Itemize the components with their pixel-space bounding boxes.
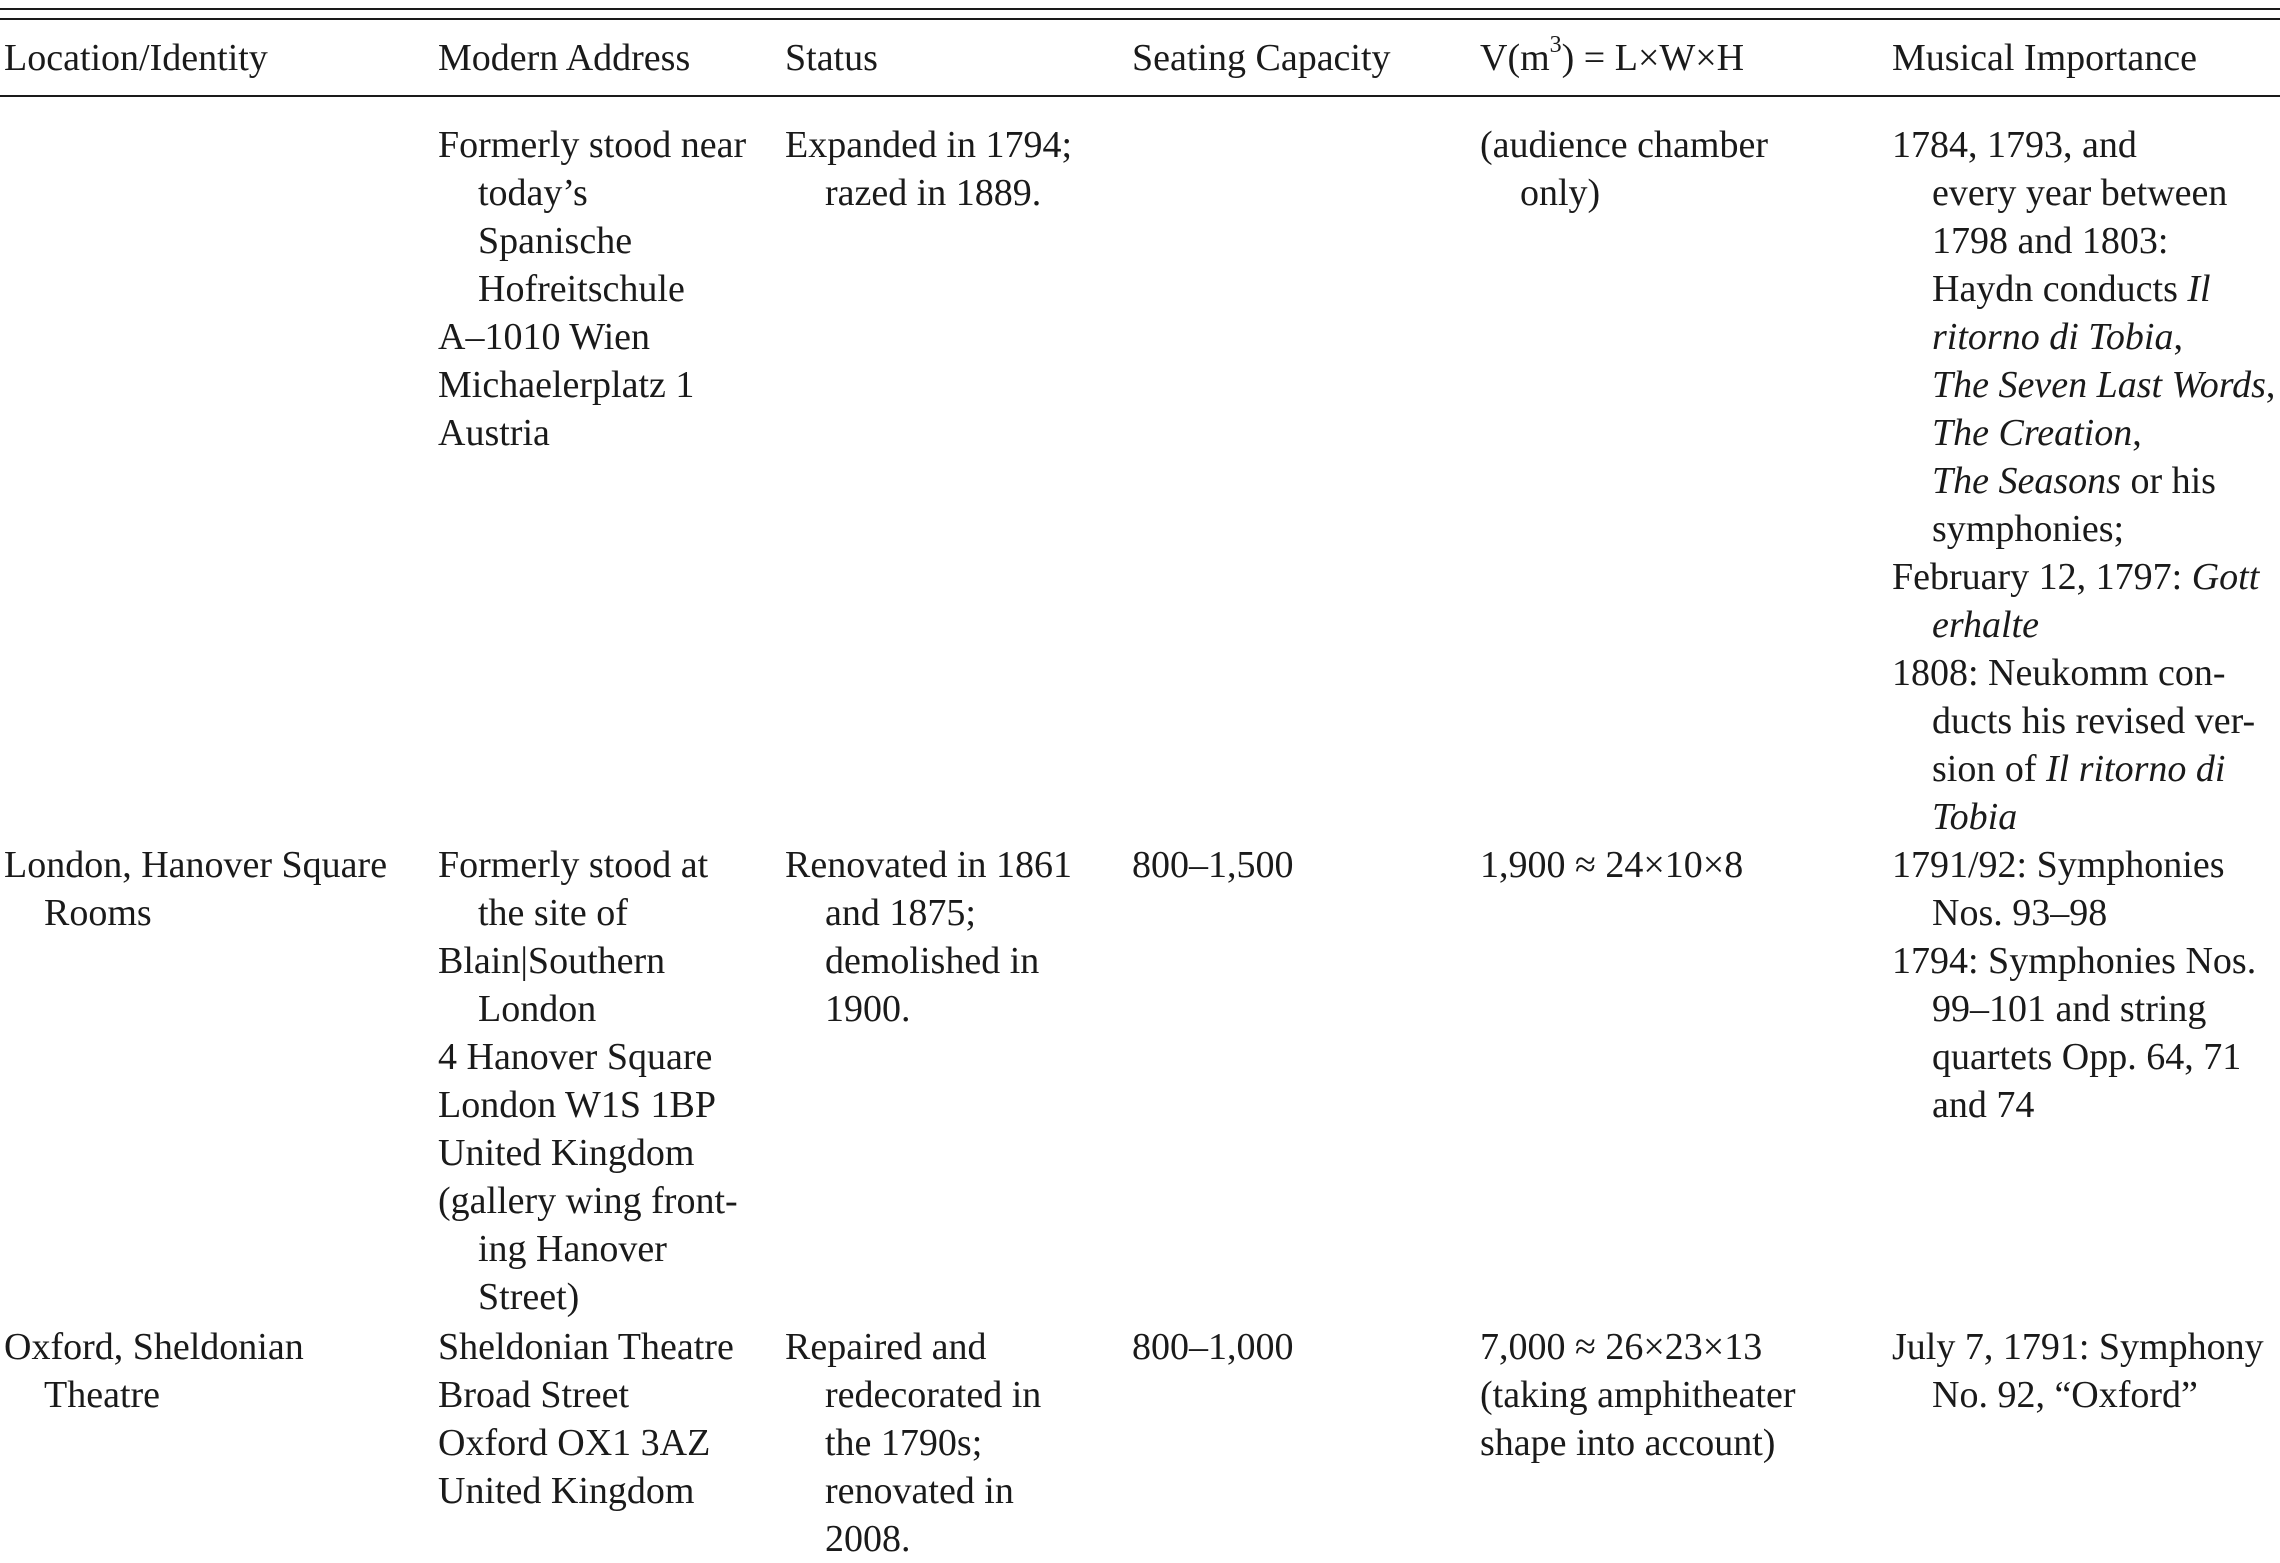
- header-seating: Seating Capacity: [1132, 37, 1391, 79]
- header-rule: [0, 95, 2280, 97]
- row2-status: Renovated in 1861 and 1875; demolished in 1900.: [785, 844, 1073, 1030]
- row2-location: London, Hanover Square Rooms: [4, 844, 388, 934]
- row1-volume: (audience chamber only): [1480, 124, 1768, 214]
- row2-importance: 1791/92: Symphonies Nos. 93–98 1794: Symphonies Nos. 99–101 and string quartets Opp. 64, 71 and 74: [1892, 844, 2257, 1126]
- table-top-rule-second: [0, 18, 2280, 20]
- row3-volume: 7,000 ≈ 26×23×13 (taking amphitheater shape into account): [1480, 1326, 1796, 1464]
- row3-location: Oxford, Sheldonian Theatre: [4, 1326, 304, 1416]
- row2-volume: 1,900 ≈ 24×10×8: [1480, 844, 1744, 886]
- header-address: Modern Address: [438, 37, 691, 79]
- row1-status: Expanded in 1794; razed in 1889.: [785, 124, 1073, 214]
- row3-seating: 800–1,000: [1132, 1326, 1294, 1368]
- row1-address: Formerly stood near today’s Spanische Hofreitschule A–1010 Wien Michaelerplatz 1 Austria: [438, 124, 747, 454]
- row3-address: Sheldonian Theatre Broad Street Oxford OX1 3AZ United Kingdom: [438, 1326, 734, 1512]
- row3-status: Repaired and redecorated in the 1790s; renovated in 2008.: [785, 1326, 1042, 1560]
- row2-seating: 800–1,500: [1132, 844, 1294, 886]
- header-status: Status: [785, 37, 878, 79]
- row1-importance: 1784, 1793, and every year between 1798 and 1803: Haydn conducts Il ritorno di Tobia, The Seven Last Words, The Creation, The Seasons or his symphonies; February 12, 1797: Gott erhalte 1808: Neukomm con- ducts his revised ver- sion of Il ritorno di Tobia: [1892, 124, 2276, 838]
- header-importance: Musical Importance: [1892, 37, 2197, 79]
- row3-importance: July 7, 1791: Symphony No. 92, “Oxford”: [1892, 1326, 2264, 1416]
- header-volume: $V(m^3) = L\times W\times H$: [1480, 32, 1745, 79]
- table-top-rule: [0, 8, 2280, 10]
- header-location: Location/Identity: [4, 37, 268, 79]
- row2-address: Formerly stood at the site of Blain|Southern London 4 Hanover Square London W1S 1BP United Kingdom (gallery wing front- ing Hanover Street): [438, 844, 738, 1318]
